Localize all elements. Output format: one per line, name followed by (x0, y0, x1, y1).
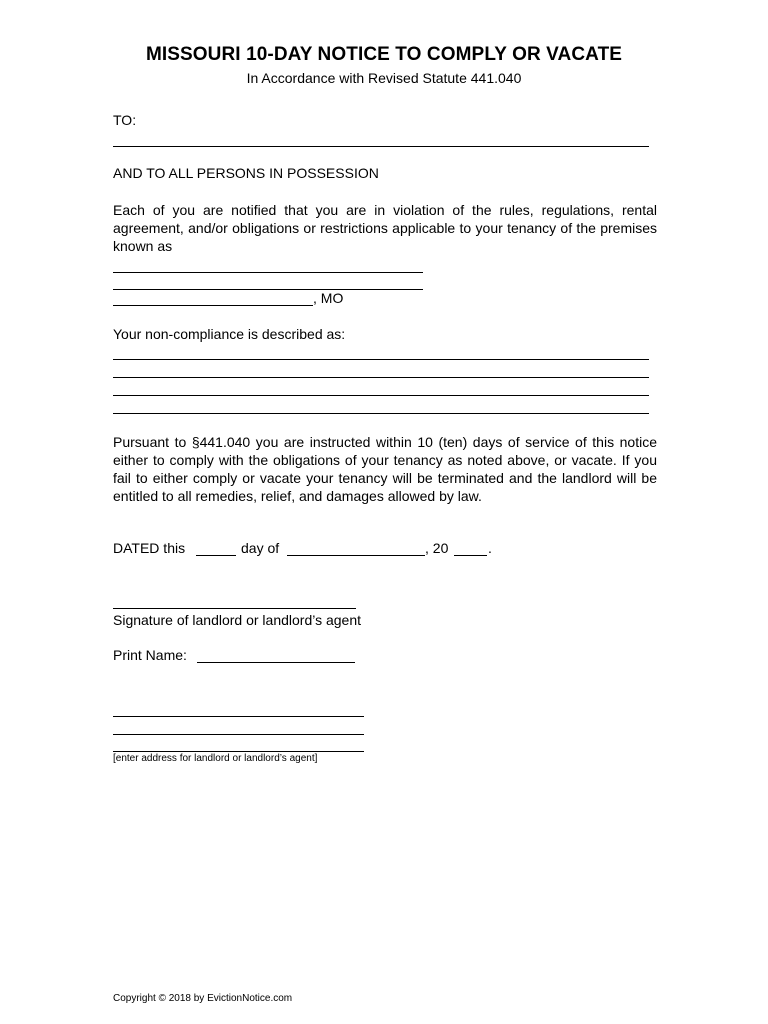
premises-line-1[interactable] (113, 272, 423, 273)
document-title: MISSOURI 10-DAY NOTICE TO COMPLY OR VACATE (145, 44, 623, 65)
to-label: TO: (113, 112, 137, 128)
notice-paragraph: Each of you are notified that you are in violation of the rules, regulations, rental agreement, and/or obligations or restrictions applicable to your tenancy of the premises known as (113, 202, 657, 254)
address-line-1[interactable] (113, 716, 364, 717)
print-name-label: Print Name: (113, 647, 187, 663)
document-subtitle: In Accordance with Revised Statute 441.040 (246, 70, 522, 86)
possession-line: AND TO ALL PERSONS IN POSSESSION (113, 165, 379, 181)
noncompliance-line-3[interactable] (113, 395, 649, 396)
dated-prefix: DATED this (113, 540, 186, 556)
copyright-footer: Copyright © 2018 by EvictionNotice.com (113, 993, 293, 1004)
premises-line-2[interactable] (113, 289, 423, 290)
pursuant-paragraph: Pursuant to §441.040 you are instructed within 10 (ten) days of service of this notice either to comply with the obligations of your tenancy as noted above, or vacate. If you fail to either comply or vacate your tenancy will be terminated and the landlord will be entitled to all remedies, relief, and damages allowed by law. (113, 434, 657, 504)
address-note: [enter address for landlord or landlord’s agent] (113, 753, 318, 764)
address-line-2[interactable] (113, 734, 364, 735)
print-name-line[interactable] (197, 662, 355, 663)
to-blank-line[interactable] (113, 146, 649, 147)
state-suffix: , MO (313, 290, 344, 306)
noncompliance-line-4[interactable] (113, 413, 649, 414)
dated-year-prefix: , 20 (425, 540, 449, 556)
dated-month-line[interactable] (287, 555, 425, 556)
dated-year-line[interactable] (454, 555, 487, 556)
noncompliance-label: Your non-compliance is described as: (113, 326, 346, 342)
dated-end: . (488, 540, 492, 556)
signature-line[interactable] (113, 608, 356, 609)
dated-day-line[interactable] (196, 555, 236, 556)
noncompliance-line-2[interactable] (113, 377, 649, 378)
premises-line-3[interactable] (113, 305, 313, 306)
noncompliance-line-1[interactable] (113, 359, 649, 360)
dated-day-of: day of (241, 540, 280, 556)
signature-label: Signature of landlord or landlord’s agent (113, 612, 362, 628)
address-line-3[interactable] (113, 751, 364, 752)
